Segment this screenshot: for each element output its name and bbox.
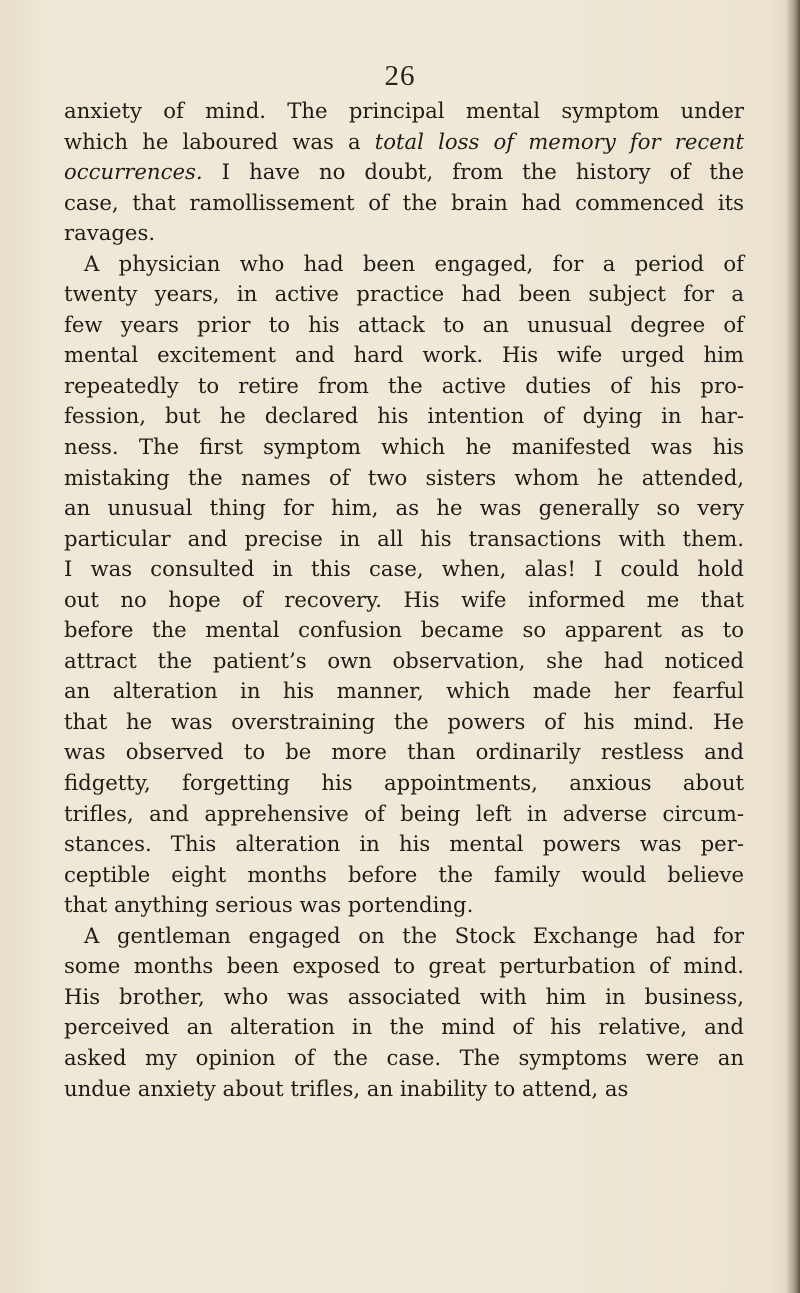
text-segment: that anything serious was portending.: [64, 892, 474, 918]
text-segment: ceptible eight months before the family would believe: [64, 861, 744, 887]
text-line: [64, 127, 744, 158]
text-segment: twenty years, in active practice had been subject for a: [64, 281, 744, 307]
text-segment: mental excitement and hard work. His wife urged him: [64, 342, 744, 368]
page-edge-shadow: [786, 0, 800, 1293]
text-line: [64, 493, 744, 524]
text-segment: was observed to be more than ordinarily restless and: [64, 739, 744, 765]
text-line: [64, 890, 744, 921]
text-segment: asked my opinion of the case. The symptoms were an: [64, 1044, 744, 1070]
text-segment: attract the patient’s own observation, she had noticed: [64, 647, 744, 673]
text-line: [64, 799, 744, 830]
text-line: [64, 340, 744, 371]
page-number: 26: [384, 60, 416, 92]
text-segment: case, that ramollissement of the brain had commenced its: [64, 189, 744, 215]
text-line: [64, 1012, 744, 1043]
text-line: [64, 646, 744, 677]
text-line: [64, 982, 744, 1013]
text-line: [64, 401, 744, 432]
text-line: [64, 554, 744, 585]
text-line: [64, 310, 744, 341]
text-segment: fidgetty, forgetting his appointments, anxious about: [64, 770, 744, 796]
text-line: [64, 524, 744, 555]
text-segment: I was consulted in this case, when, alas! I could hold: [64, 556, 744, 582]
text-line: [64, 96, 744, 127]
text-segment: mistaking the names of two sisters whom he attended,: [64, 464, 744, 490]
text-segment: A physician who had been engaged, for a period of: [84, 250, 744, 276]
text-line: [64, 371, 744, 402]
text-segment: that he was overstraining the powers of his mind. He: [64, 708, 744, 734]
text-segment: some months been exposed to great perturbation of mind.: [64, 953, 744, 979]
body-text: [64, 96, 744, 1104]
text-line: [64, 951, 744, 982]
text-segment: fession, but he declared his intention of dying in har-: [64, 403, 744, 429]
text-segment: which he laboured was a: [64, 128, 375, 154]
text-segment: few years prior to his attack to an unusual degree of: [64, 311, 744, 337]
text-segment: His brother, who was associated with him in business,: [64, 983, 744, 1009]
text-line: [64, 279, 744, 310]
text-segment: before the mental confusion became so apparent as to: [64, 617, 744, 643]
text-line: [64, 676, 744, 707]
text-line: [64, 432, 744, 463]
text-segment: I have no doubt, from the history of the: [202, 159, 744, 185]
text-line: [64, 737, 744, 768]
text-line: [64, 188, 744, 219]
text-line: [64, 860, 744, 891]
text-line: [64, 249, 744, 280]
italic-phrase: occurrences.: [64, 159, 203, 185]
italic-phrase: total loss of memory for recent: [374, 128, 744, 154]
text-segment: ness. The first symptom which he manifested was his: [64, 434, 744, 460]
text-segment: an alteration in his manner, which made her fearful: [64, 678, 744, 704]
text-line: [64, 463, 744, 494]
text-segment: stances. This alteration in his mental powers was per-: [64, 831, 744, 857]
text-segment: particular and precise in all his transactions with them.: [64, 525, 744, 551]
text-line: [64, 921, 744, 952]
text-segment: ravages.: [64, 220, 156, 246]
text-line: [64, 768, 744, 799]
text-segment: repeatedly to retire from the active duties of his pro-: [64, 372, 744, 398]
text-line: [64, 585, 744, 616]
text-line: [64, 707, 744, 738]
text-line: [64, 157, 744, 188]
text-segment: out no hope of recovery. His wife informed me that: [64, 586, 744, 612]
text-segment: trifles, and apprehensive of being left in adverse circum-: [64, 800, 744, 826]
text-segment: an unusual thing for him, as he was generally so very: [64, 495, 744, 521]
text-segment: undue anxiety about trifles, an inability to attend, as: [64, 1075, 629, 1101]
text-segment: perceived an alteration in the mind of his relative, and: [64, 1014, 744, 1040]
text-segment: anxiety of mind. The principal mental symptom under: [64, 98, 744, 123]
text-line: [64, 615, 744, 646]
text-line: [64, 1074, 744, 1105]
text-line: [64, 218, 744, 249]
text-line: [64, 829, 744, 860]
text-segment: A gentleman engaged on the Stock Exchange had for: [84, 922, 744, 948]
text-line: [64, 1043, 744, 1074]
